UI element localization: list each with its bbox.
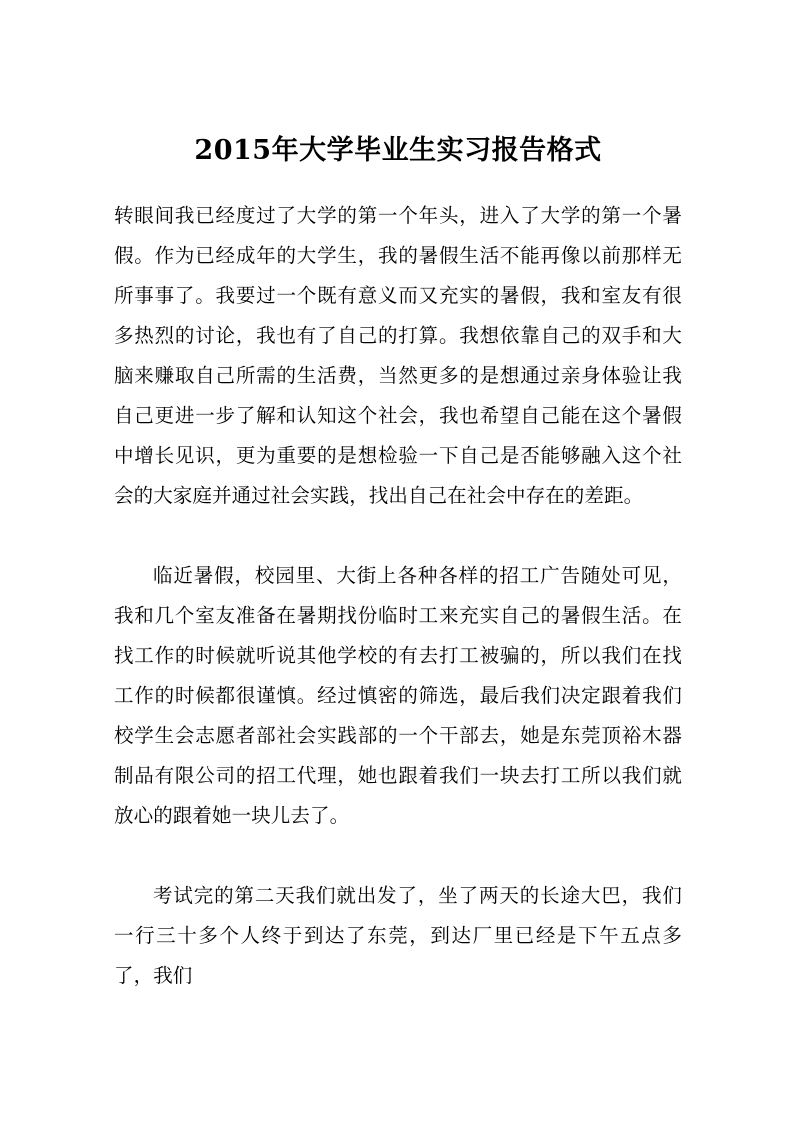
body-paragraph-1: 转眼间我已经度过了大学的第一个年头，进入了大学的第一个暑假。作为已经成年的大学生，我的暑假生活不能再像以前那样无所事事了。我要过一个既有意义而又充实的暑假，我和室友有很多热烈的讨论，我也有了自己的打算。我想依靠自己的双手和大脑来赚取自己所需的生活费，当然更多的是想通过亲身体验让我自己更进一步了解和认知这个社会，我也希望自己能在这个暑假中增长见识，更为重要的是想检验一下自己是否能够融入这个社会的大家庭并通过社会实践，找出自己在社会中存在的差距。 bbox=[114, 204, 682, 507]
body-paragraph-2: 临近暑假，校园里、大街上各种各样的招工广告随处可见，我和几个室友准备在暑期找份临时工来充实自己的暑假生活。在找工作的时候就听说其他学校的有去打工被骗的，所以我们在找工作的时候都很谨慎。经过慎密的筛选，最后我们决定跟着我们校学生会志愿者部社会实践部的一个干部去，她是东莞顶裕木器制品有限公司的招工代理，她也跟着我们一块去打工所以我们就放心的跟着她一块儿去了。 bbox=[114, 564, 682, 827]
page-content-area bbox=[114, 128, 682, 996]
body-paragraph-3: 考试完的第二天我们就出发了，坐了两天的长途大巴，我们一行三十多个人终于到达了东莞，到达厂里已经是下午五点多了，我们 bbox=[114, 884, 682, 987]
document-title: 2015年大学毕业生实习报告格式 bbox=[194, 135, 602, 166]
